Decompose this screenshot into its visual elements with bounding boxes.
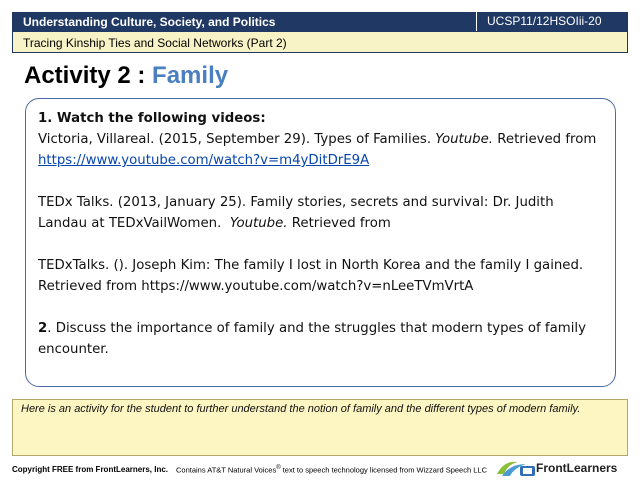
footer-voices-notice: Contains AT&T Natural Voices® text to speech technology licensed from Wizzard Speech LLC [176, 465, 487, 475]
course-title: Understanding Culture, Society, and Politics [12, 12, 476, 31]
frontlearners-logo [496, 458, 630, 478]
course-code: UCSP11/12HSOIii-20 [476, 12, 628, 31]
reference-1: Victoria, Villareal. (2015, September 29). Types of Families. Youtube. Retrieved from https://www.youtube.com/watch?v=m4yDitDrE9A [38, 132, 597, 168]
step2-text: 2. Discuss the importance of family and the struggles that modern types of family encounter. [38, 321, 586, 357]
step1-heading: 1. Watch the following videos: [38, 111, 266, 126]
activity-title [24, 62, 228, 90]
footer-copyright: Copyright FREE from FrontLearners, Inc. [12, 465, 169, 474]
logo-text: FrontLearners [536, 461, 618, 475]
frontlearners-logo-icon [496, 458, 536, 478]
lesson-title: Tracing Kinship Ties and Social Networks (Part 2) [12, 31, 628, 53]
teacher-note: Here is an activity for the student to further understand the notion of family and the different types of modern family. [12, 399, 628, 456]
activity-label: Activity 2 : [24, 62, 146, 89]
activity-content-box [25, 98, 616, 387]
reference-3: TEDxTalks. (). Joseph Kim: The family I lost in North Korea and the family I gained. Retrieved from https://www.youtube.com/watch?v=nLeeTVmVrtA [38, 258, 584, 294]
activity-topic: Family [152, 62, 229, 89]
reference-1-link[interactable]: https://www.youtube.com/watch?v=m4yDitDrE9A [38, 153, 370, 168]
reference-2: TEDx Talks. (2013, January 25). Family stories, secrets and survival: Dr. Judith Landau at TEDxVailWomen. Youtube. Retrieved from [38, 195, 554, 231]
